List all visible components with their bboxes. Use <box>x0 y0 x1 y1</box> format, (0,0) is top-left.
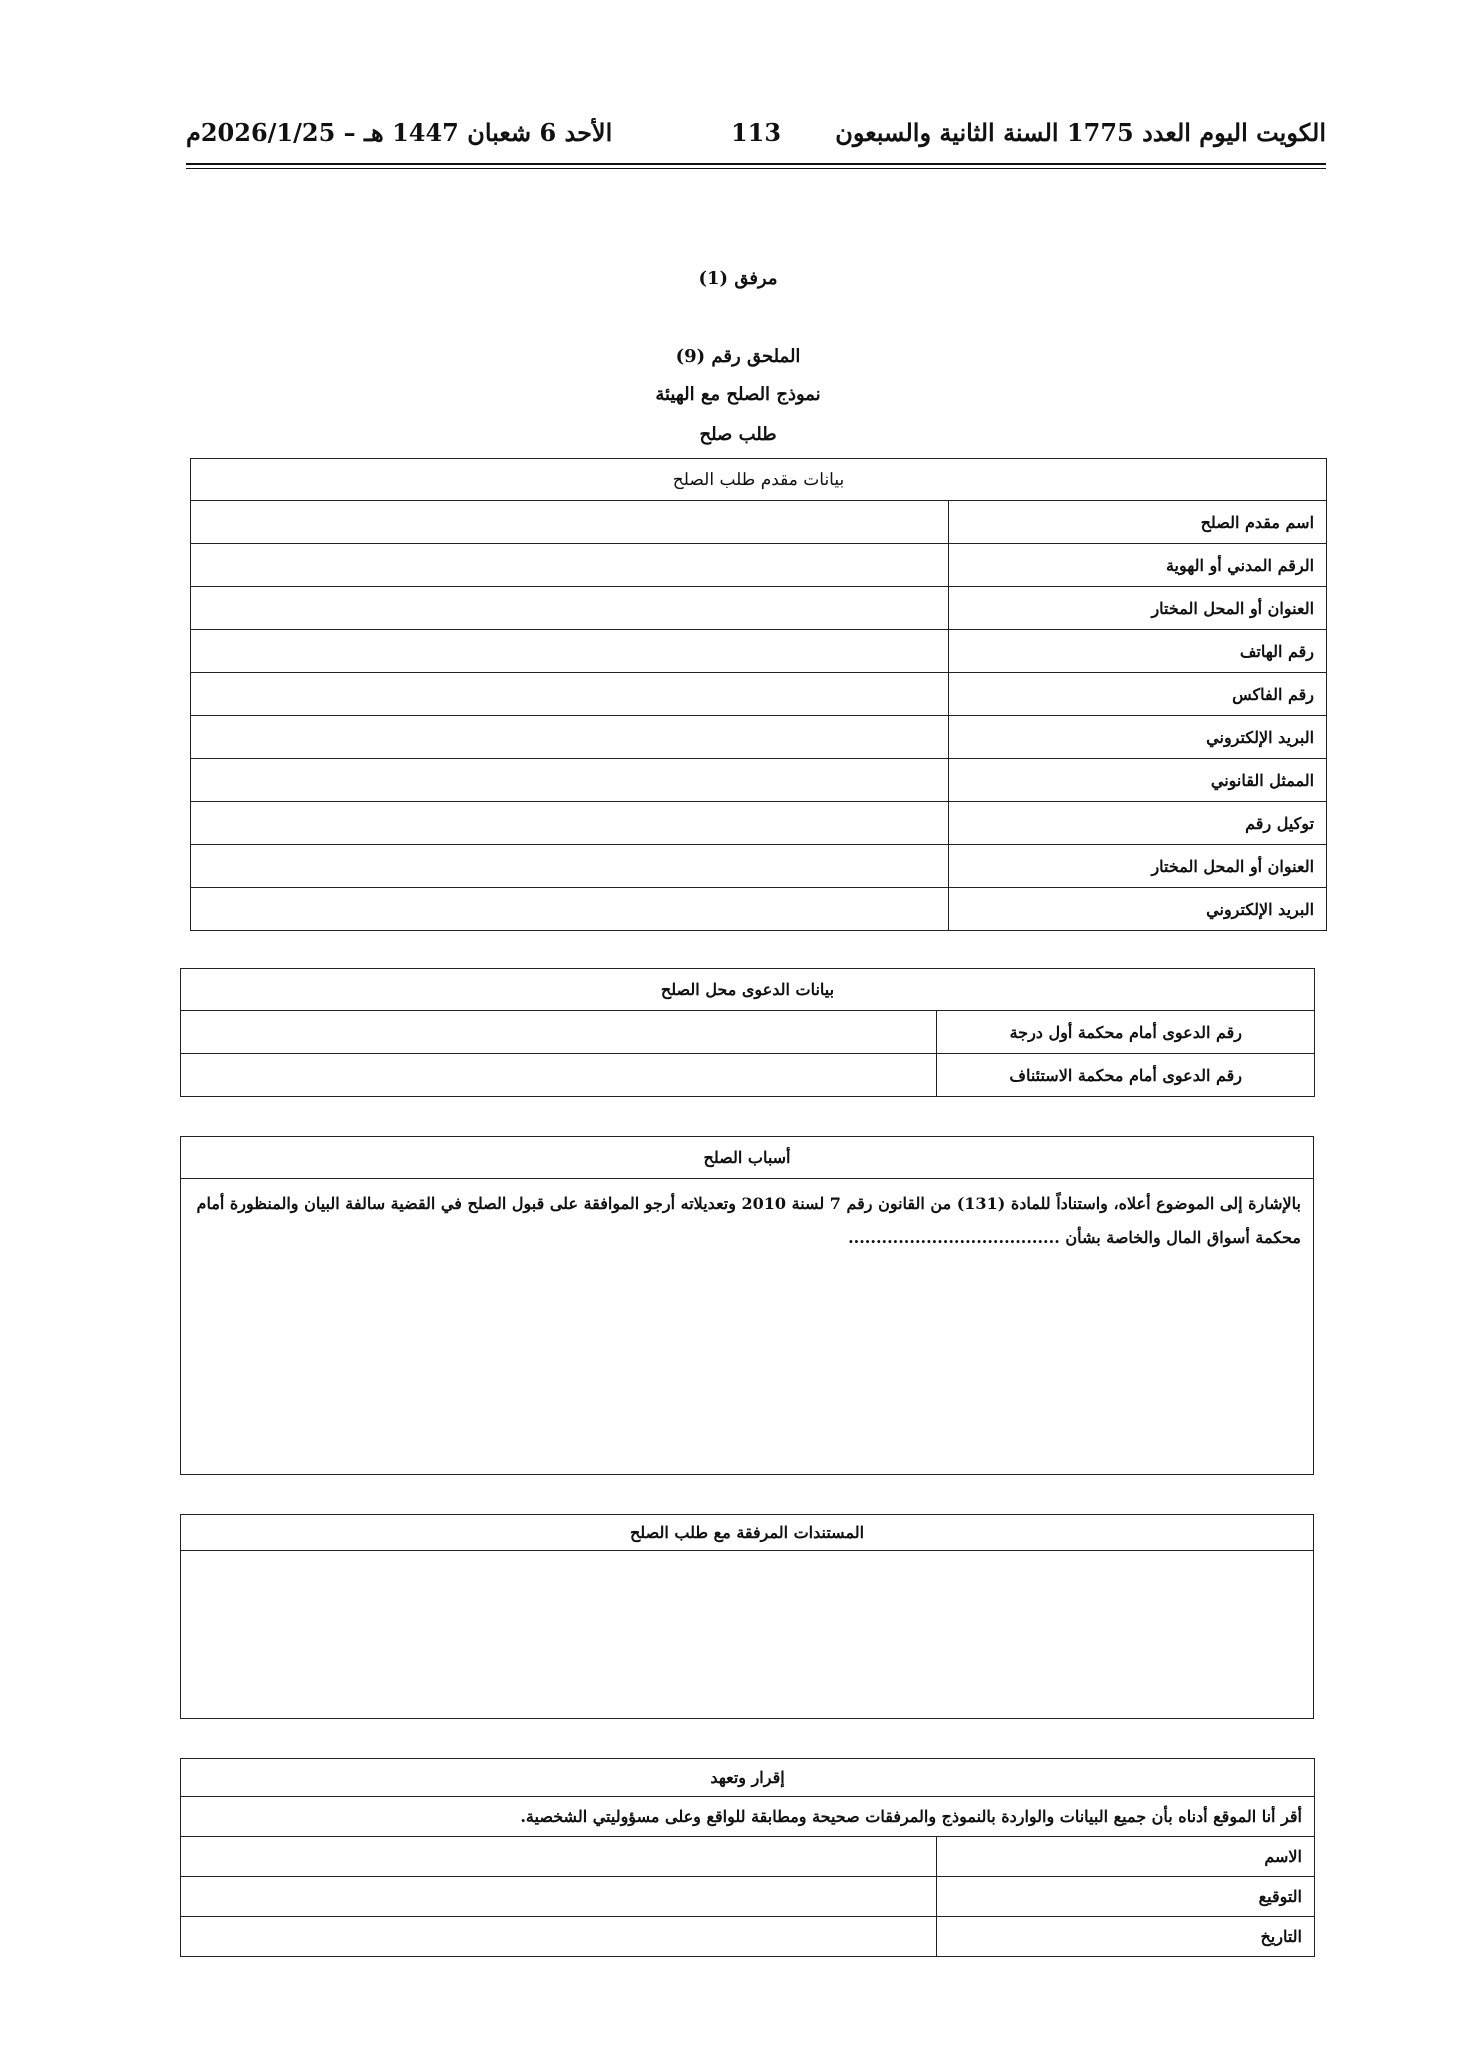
field-value[interactable] <box>181 1917 937 1957</box>
field-value[interactable] <box>181 1011 937 1054</box>
field-value[interactable] <box>191 587 949 630</box>
annex-title: الملحق رقم (9) <box>675 346 801 367</box>
page-number: 113 <box>730 118 782 147</box>
field-label: البريد الإلكتروني <box>949 888 1327 931</box>
field-value[interactable] <box>191 845 949 888</box>
field-label: العنوان أو المحل المختار <box>949 587 1327 630</box>
field-label: الاسم <box>937 1837 1315 1877</box>
field-value[interactable] <box>181 1837 937 1877</box>
case-table-title: بيانات الدعوى محل الصلح <box>181 969 1315 1011</box>
field-label: توكيل رقم <box>949 802 1327 845</box>
field-label: العنوان أو المحل المختار <box>949 845 1327 888</box>
reasons-table <box>180 1136 1314 1475</box>
documents-area[interactable] <box>181 1551 1314 1719</box>
field-value[interactable] <box>191 716 949 759</box>
header-rule-thin <box>186 168 1326 169</box>
field-value[interactable] <box>191 802 949 845</box>
applicant-table-title: بيانات مقدم طلب الصلح <box>191 459 1327 501</box>
field-label: الممثل القانوني <box>949 759 1327 802</box>
field-label: رقم الدعوى أمام محكمة أول درجة <box>937 1011 1315 1054</box>
issue-date: الأحد 6 شعبان 1447 هـ – 2026/1/25م <box>186 118 613 147</box>
field-value[interactable] <box>191 673 949 716</box>
reasons-text[interactable]: بالإشارة إلى الموضوع أعلاه، واستناداً للمادة (131) من القانون رقم 7 لسنة 2010 وتعديلاته أرجو الموافقة على قبول الصلح في القضية سالفة البيان والمنظورة أمام محكمة أسواق المال والخاصة بشأن ...................................... <box>181 1179 1314 1475</box>
field-value[interactable] <box>191 630 949 673</box>
publication-info: الكويت اليوم العدد 1775 السنة الثانية والسبعون <box>835 118 1326 147</box>
applicant-table <box>190 458 1327 931</box>
field-value[interactable] <box>191 888 949 931</box>
field-value[interactable] <box>191 501 949 544</box>
case-table <box>180 968 1315 1097</box>
field-label: التاريخ <box>937 1917 1315 1957</box>
field-label: رقم الهاتف <box>949 630 1327 673</box>
header-rule <box>186 163 1326 165</box>
field-label: اسم مقدم الصلح <box>949 501 1327 544</box>
field-label: الرقم المدني أو الهوية <box>949 544 1327 587</box>
field-value[interactable] <box>181 1877 937 1917</box>
form-name: نموذج الصلح مع الهيئة <box>655 384 821 405</box>
declaration-text: أقر أنا الموقع أدناه بأن جميع البيانات والواردة بالنموذج والمرفقات صحيحة ومطابقة للواقع وعلى مسؤوليتي الشخصية. <box>181 1797 1315 1837</box>
field-label: التوقيع <box>937 1877 1315 1917</box>
documents-title: المستندات المرفقة مع طلب الصلح <box>181 1515 1314 1551</box>
field-label: رقم الدعوى أمام محكمة الاستئناف <box>937 1054 1315 1097</box>
field-label: رقم الفاكس <box>949 673 1327 716</box>
reasons-title: أسباب الصلح <box>181 1137 1314 1179</box>
field-value[interactable] <box>191 759 949 802</box>
field-value[interactable] <box>191 544 949 587</box>
field-value[interactable] <box>181 1054 937 1097</box>
request-title: طلب صلح <box>699 424 777 445</box>
field-label: البريد الإلكتروني <box>949 716 1327 759</box>
declaration-title: إقرار وتعهد <box>181 1759 1315 1797</box>
declaration-table <box>180 1758 1315 1957</box>
documents-table <box>180 1514 1314 1719</box>
page-header <box>186 118 1326 162</box>
attachment-title: مرفق (1) <box>698 268 778 289</box>
